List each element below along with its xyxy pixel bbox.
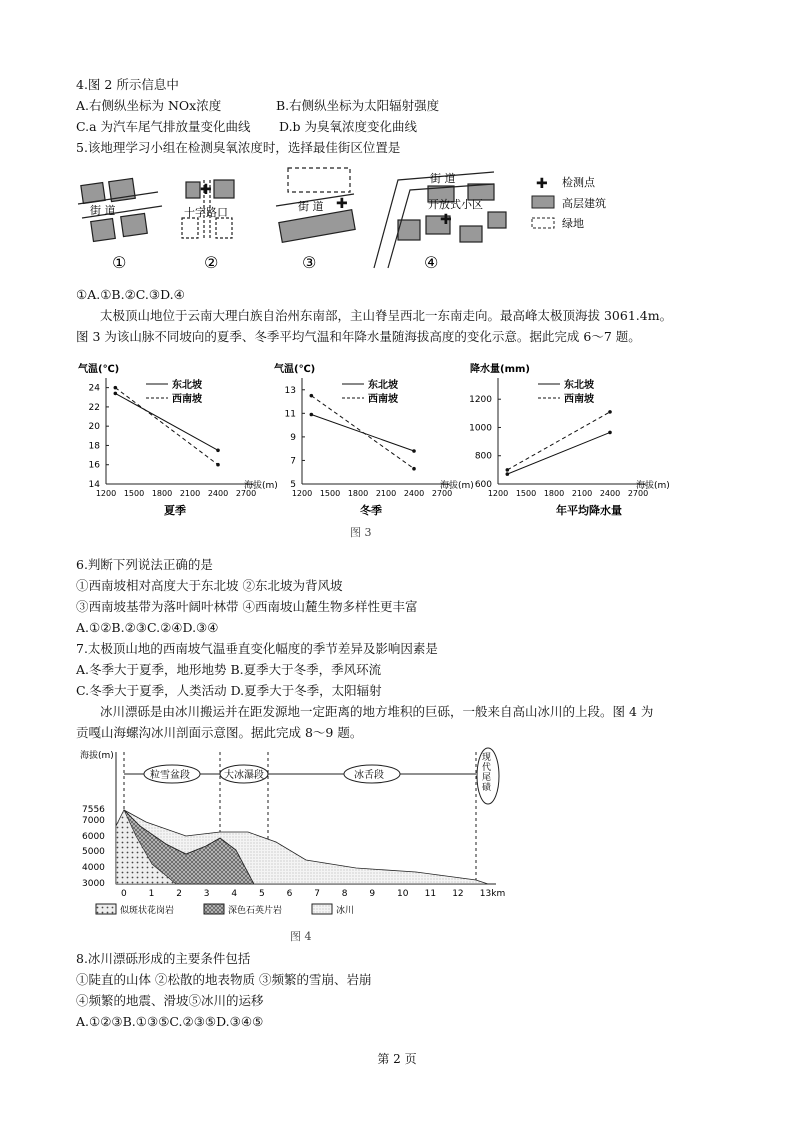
y-tick-label: 14	[88, 480, 100, 490]
intro1-line1: 太极顶山地位于云南大理白族自治州东南部，主山脊呈西北一东南走向。最高峰太极顶海拔 3061.4m。	[100, 308, 673, 323]
x-tick-label: 1200	[291, 489, 313, 498]
x-tick-label: 1800	[347, 489, 369, 498]
x-axis-label: 海拔(m)	[636, 481, 670, 491]
x-tick-label: 1500	[319, 489, 341, 498]
x-tick-label: 1500	[515, 489, 537, 498]
y-tick-4000: 4000	[82, 863, 105, 873]
y-tick-6000: 6000	[82, 832, 105, 842]
y-tick-5000: 5000	[82, 847, 105, 857]
panel-label-1: ①	[112, 253, 127, 272]
page-number: 第 2 页	[377, 1052, 417, 1066]
x-tick-label: 2100	[179, 489, 201, 498]
y-axis-label: 降水量(mm)	[470, 364, 530, 375]
q4-option-c: C.a 为汽车尾气排放量变化曲线	[76, 119, 251, 134]
chart-title: 年平均降水量	[556, 504, 622, 517]
q6-line1: ①西南坡相对高度大于东北坡 ②东北坡为背风坡	[76, 578, 343, 593]
x-tick-label: 2700	[235, 489, 257, 498]
x-tick-label: 2400	[207, 489, 229, 498]
q4-option-a: A.右侧纵坐标为 NOx浓度	[76, 98, 222, 113]
x-tick-label: 3	[203, 889, 210, 899]
y-tick-label: 20	[88, 422, 100, 433]
q5-options: ①A.①B.②C.③D.④	[76, 287, 185, 302]
x-tick-label: 1	[148, 889, 155, 899]
q4-option-b: B.右侧纵坐标为太阳辐射强度	[276, 98, 440, 113]
y-tick-label: 16	[88, 460, 100, 471]
street-layout-figure	[70, 160, 730, 282]
x-tick-label: 1200	[95, 489, 117, 498]
y-tick-label: 22	[88, 402, 100, 413]
x-tick-label: 2100	[375, 489, 397, 498]
figure-3-charts	[76, 360, 670, 520]
q6-stem: 6.判断下列说法正确的是	[76, 557, 213, 572]
ice-legend-icon	[312, 904, 332, 914]
y-tick-7000: 7000	[82, 816, 105, 826]
x-tick-label: 2400	[403, 489, 425, 498]
x-tick-label: 0	[121, 889, 127, 899]
x-tick-label: 2700	[627, 489, 649, 498]
intro1-line2: 图 3 为该山脉不同坡向的夏季、冬季平均气温和年降水量随海拔高度的变化示意。据此完成 6～7 题。	[76, 329, 641, 344]
street-label-4: 街 道	[430, 172, 456, 185]
q8-options: A.①②③B.①③⑤C.②③⑤D.③④⑤	[76, 1014, 264, 1029]
x-tick-label: 12	[452, 889, 464, 899]
x-axis-label: 海拔(m)	[244, 481, 278, 491]
svg-text:✚: ✚	[440, 212, 452, 228]
legend-label: 西南坡	[564, 394, 594, 405]
x-tick-label: 4	[231, 889, 238, 899]
svg-text:✚: ✚	[336, 196, 348, 212]
data-point	[114, 386, 118, 390]
x-tick-label: 2400	[599, 489, 621, 498]
open-community-label: 开放式小区	[428, 198, 483, 211]
series-line-southwest	[507, 412, 610, 470]
q5-stem: 5.该地理学习小组在检测臭氧浓度时，选择最佳街区位置是	[76, 140, 401, 155]
zone-label-moraine: 现代尾碛	[482, 753, 492, 793]
schist-legend-icon	[204, 904, 224, 914]
q8-line2: ④频繁的地震、滑坡⑤冰川的运移	[76, 993, 264, 1008]
x-tick-label: 11	[424, 889, 437, 899]
granite-legend-icon	[96, 904, 116, 914]
y-tick-3000: 3000	[82, 879, 105, 889]
data-point	[216, 463, 220, 467]
x-tick-label: 1800	[151, 489, 173, 498]
street-label-3: 街 道	[298, 200, 324, 213]
legend-label: 东北坡	[172, 380, 202, 391]
figure-3-caption: 图 3	[350, 526, 372, 539]
y-axis-label: 气温(℃)	[274, 364, 316, 375]
x-tick-label: 2700	[431, 489, 453, 498]
chart-title: 冬季	[360, 504, 382, 517]
series-line-southwest	[115, 388, 218, 465]
x-tick-label: 2100	[571, 489, 593, 498]
legend-building-label: 高层建筑	[562, 197, 606, 210]
data-point	[412, 449, 416, 453]
street-label-1: 街 道	[90, 204, 116, 217]
x-tick-label: 8	[341, 889, 348, 899]
legend-point-label: 检测点	[562, 176, 595, 189]
x-tick-label: 6	[286, 889, 293, 899]
legend-label: 东北坡	[368, 380, 398, 391]
y-tick-label: 11	[284, 409, 296, 420]
y-tick-label: 600	[474, 480, 492, 490]
y-axis-label: 海拔(m)	[80, 751, 114, 761]
x-tick-label: 1500	[123, 489, 145, 498]
series-line-southwest	[311, 396, 414, 469]
detection-point-icon: ✚	[536, 176, 548, 192]
y-tick-label: 5	[290, 480, 296, 490]
data-point	[216, 448, 220, 452]
y-tick-label: 9	[290, 432, 296, 443]
data-point	[310, 394, 314, 398]
green-legend-icon	[532, 218, 554, 228]
data-point	[608, 410, 612, 414]
intro2-line1: 冰川漂砾是由冰川搬运并在距发源地一定距离的地方堆积的巨砾，一般来自高山冰川的上段。图 4 为	[100, 704, 654, 719]
zone-label-icefall: 大冰瀑段	[224, 770, 264, 781]
svg-text:✚: ✚	[200, 182, 212, 198]
intro2-line2: 贡嘎山海螺沟冰川剖面示意图。据此完成 8～9 题。	[76, 725, 363, 740]
panel-label-2: ②	[204, 253, 219, 272]
data-point	[310, 413, 314, 417]
y-tick-label: 18	[88, 441, 100, 452]
data-point	[114, 392, 118, 396]
q4-option-d: D.b 为臭氧浓度变化曲线	[279, 119, 418, 134]
q4-stem: 4.图 2 所示信息中	[76, 77, 179, 92]
figure-4-caption: 图 4	[290, 930, 312, 943]
figure-4-glacier-profile	[76, 746, 526, 922]
data-point	[412, 467, 416, 471]
series-line-northeast	[507, 432, 610, 474]
building-legend-icon	[532, 196, 554, 208]
zone-label-firn: 粒雪盆段	[150, 770, 190, 781]
series-line-northeast	[115, 393, 218, 450]
panel-label-3: ③	[302, 253, 317, 272]
x-tick-label: 13km	[479, 889, 506, 899]
q7-line1: A.冬季大于夏季，地形地势 B.夏季大于冬季，季风环流	[76, 662, 382, 677]
x-tick-label: 2	[176, 889, 182, 899]
y-axis-label: 气温(℃)	[78, 364, 120, 375]
x-tick-label: 10	[397, 889, 409, 899]
y-tick-label: 1000	[469, 423, 492, 434]
data-point	[506, 468, 510, 472]
x-axis-label: 海拔(m)	[440, 481, 474, 491]
q8-stem: 8.冰川漂砾形成的主要条件包括	[76, 951, 251, 966]
legend-granite: 似斑状花岗岩	[120, 906, 175, 916]
q7-line2: C.冬季大于夏季，人类活动 D.夏季大于冬季，太阳辐射	[76, 683, 382, 698]
y-tick-7556: 7556	[82, 805, 105, 815]
legend-label: 西南坡	[368, 394, 398, 405]
x-tick-label: 9	[369, 889, 376, 899]
crossroad-label: 十字路口	[184, 206, 228, 219]
x-tick-label: 1200	[487, 489, 509, 498]
legend-label: 西南坡	[172, 394, 202, 405]
q8-line1: ①陡直的山体 ②松散的地表物质 ③频繁的雪崩、岩崩	[76, 972, 372, 987]
data-point	[608, 431, 612, 435]
legend-label: 东北坡	[564, 380, 594, 391]
zone-label-tongue: 冰舌段	[354, 770, 384, 781]
q6-options: A.①②B.②③C.②④D.③④	[76, 620, 219, 635]
y-tick-label: 24	[88, 383, 100, 394]
legend-schist: 深色石英片岩	[228, 906, 283, 916]
q6-line2: ③西南坡基带为落叶阔叶林带 ④西南坡山麓生物多样性更丰富	[76, 599, 418, 614]
x-tick-label: 7	[314, 889, 320, 899]
panel-label-4: ④	[424, 253, 439, 272]
legend-green-label: 绿地	[562, 217, 584, 230]
y-tick-label: 800	[474, 451, 492, 462]
x-tick-label: 5	[259, 889, 265, 899]
q7-stem: 7.太极顶山地的西南坡气温垂直变化幅度的季节差异及影响因素是	[76, 641, 438, 656]
y-tick-label: 1200	[469, 395, 492, 406]
y-tick-label: 7	[290, 456, 296, 467]
x-tick-label: 1800	[543, 489, 565, 498]
legend-ice: 冰川	[336, 906, 355, 916]
y-tick-label: 13	[284, 385, 296, 396]
chart-title: 夏季	[164, 504, 186, 517]
data-point	[506, 472, 510, 476]
